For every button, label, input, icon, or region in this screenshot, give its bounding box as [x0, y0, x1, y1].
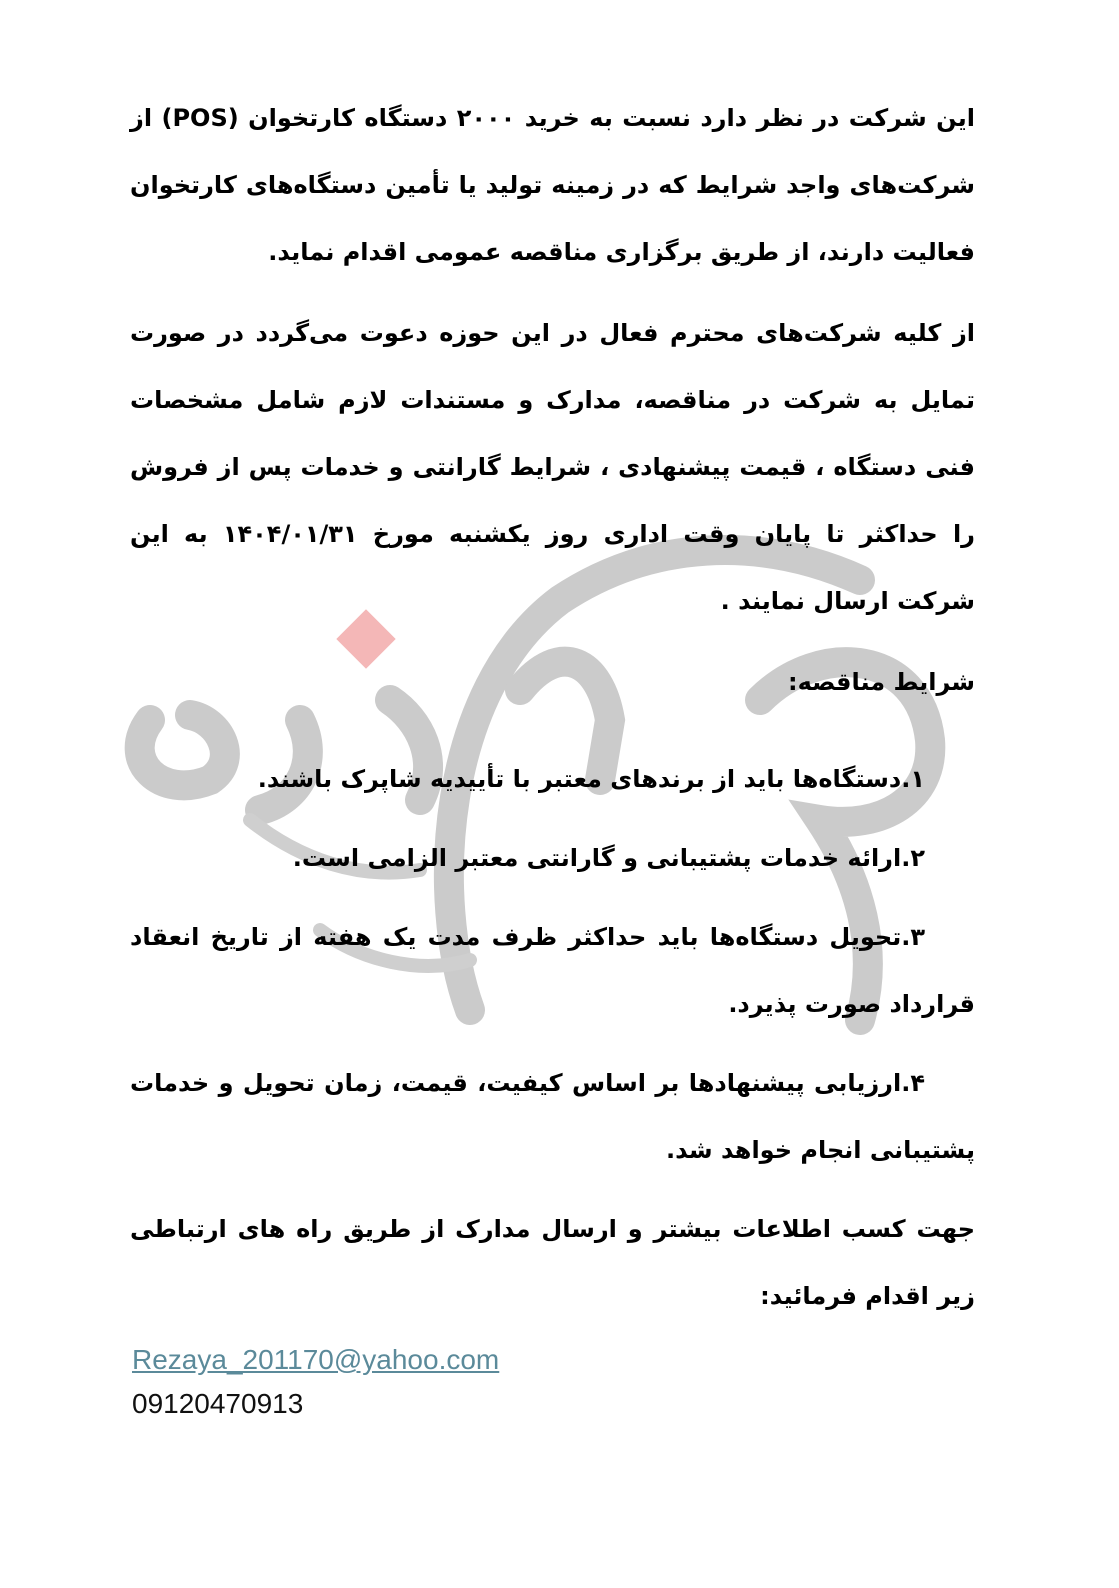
- intro-paragraph: این شرکت در نظر دارد نسبت به خرید ۲۰۰۰ دستگاه کارتخوان (POS) از شرکت‌های واجد شرایط که در زمینه تولید یا تأمین دستگاه‌های کارتخوان فعالیت دارند، از طریق برگزاری مناقصه عمومی اقدام نماید.: [130, 104, 975, 266]
- invitation-paragraph: از کلیه شرکت‌های محترم فعال در این حوزه دعوت می‌گردد در صورت تمایل به شرکت در مناقصه، مدارک و مستندات لازم شامل مشخصات فنی دستگاه ، قیمت پیشنهادی ، شرایط گارانتی و خدمات پس از فروش را حداکثر تا پایان وقت اداری روز یکشنبه مورخ ۱۴۰۴/۰۱/۳۱ به این شرکت ارسال نمایند .: [130, 319, 975, 615]
- contact-note: جهت کسب اطلاعات بیشتر و ارسال مدارک از طریق راه های ارتباطی زیر اقدام فرمائید:: [130, 1215, 975, 1310]
- contact-block: [132, 1338, 499, 1426]
- condition-text-1: ۱.دستگاه‌ها باید از برندهای معتبر با تأییدیه شاپرک باشند.: [257, 765, 925, 793]
- phone-number: 09120470913: [132, 1388, 304, 1419]
- announcement-body: [130, 85, 975, 1344]
- condition-item-1: [130, 746, 975, 813]
- condition-item-2: [130, 825, 975, 892]
- condition-item-3: ۳.تحویل دستگاه‌ها باید حداکثر ظرف مدت یک هفته از تاریخ انعقاد قرارداد صورت پذیرد.: [130, 923, 975, 1018]
- conditions-title: شرایط مناقصه:: [787, 668, 975, 696]
- condition-text-2: ۲.ارائه خدمات پشتیبانی و گارانتی معتبر الزامی است.: [292, 844, 925, 872]
- email-link[interactable]: Rezaya_201170@yahoo.com: [132, 1344, 500, 1375]
- condition-item-4: ۴.ارزیابی پیشنهادها بر اساس کیفیت، قیمت، زمان تحویل و خدمات پشتیبانی انجام خواهد شد.: [130, 1069, 975, 1164]
